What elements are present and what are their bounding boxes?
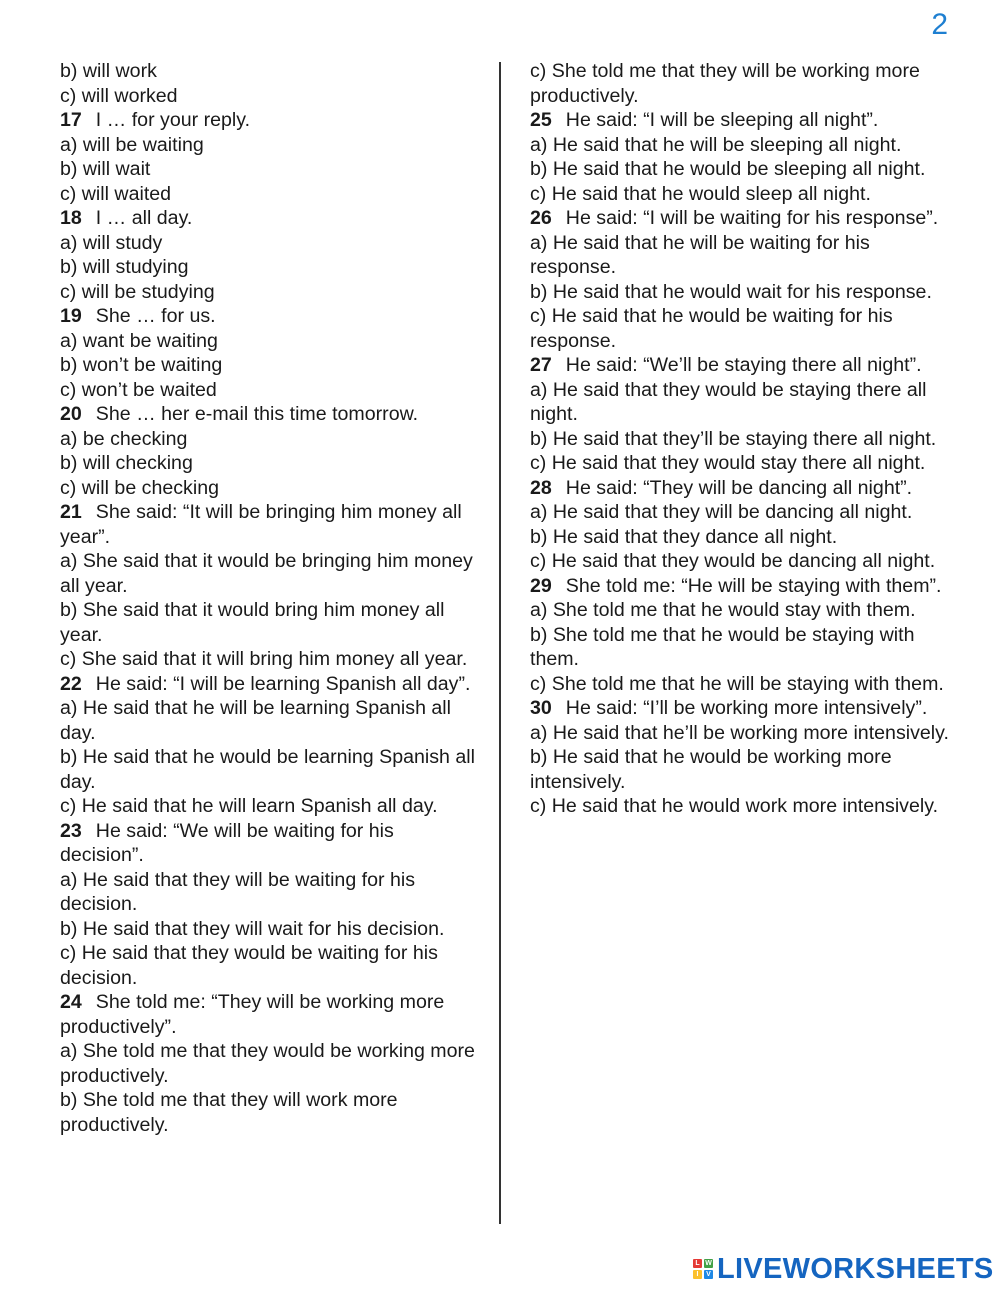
- question-text: He said: “I will be sleeping all night”.: [565, 109, 879, 131]
- question-text: He said: “We will be waiting for his decision”.: [60, 819, 394, 866]
- question-number: 19: [60, 305, 82, 327]
- logo-tile: I: [693, 1270, 702, 1279]
- answer-option: b) He said that they’ll be staying there all night.: [530, 427, 937, 450]
- answer-option: a) She told me that they would be working more productively.: [60, 1040, 475, 1087]
- question-prompt: [60, 500, 480, 549]
- question-text: He said: “They will be dancing all night”.: [565, 476, 913, 499]
- left-column: [60, 59, 480, 1137]
- answer-option: b) He said that they will wait for his decision.: [60, 917, 445, 940]
- question-prompt: [530, 206, 950, 231]
- answer-option: b) will checking: [60, 452, 193, 474]
- answer-option: c) He said that they would be waiting for his decision.: [60, 942, 438, 989]
- answer-option: a) He said that he’ll be working more intensively.: [530, 721, 949, 744]
- question-text: He said: “I’ll be working more intensively”.: [565, 697, 928, 719]
- answer-option: c) won’t be waited: [60, 378, 217, 401]
- answer-option: a) want be waiting: [60, 329, 218, 352]
- question-text: She … her e-mail this time tomorrow.: [95, 403, 419, 425]
- question-number: 24: [60, 991, 82, 1013]
- answer-option: b) He said that he would wait for his response.: [530, 280, 932, 303]
- question-prompt: [60, 108, 480, 133]
- answer-option: a) She said that it would be bringing him money all year.: [60, 550, 473, 597]
- question-prompt: [60, 304, 480, 329]
- question-prompt: [60, 206, 480, 231]
- question-text: I … all day.: [95, 207, 193, 229]
- answer-option: c) He said that they would stay there all night.: [530, 452, 926, 474]
- answer-option: c) She told me that he will be staying with them.: [530, 672, 944, 695]
- answer-option: c) He said that he would work more intensively.: [530, 795, 939, 817]
- question-number: 25: [530, 109, 552, 131]
- question-prompt: [530, 108, 950, 133]
- answer-option: c) will waited: [60, 182, 172, 205]
- answer-option: a) will be waiting: [60, 133, 204, 156]
- question-number: 23: [60, 819, 82, 842]
- answer-option: c) will be checking: [60, 476, 219, 499]
- answer-option: b) He said that he would be learning Spanish all day.: [60, 746, 475, 793]
- answer-option: b) He said that they dance all night.: [530, 525, 838, 548]
- answer-option: a) will study: [60, 231, 163, 254]
- question-number: 17: [60, 109, 82, 131]
- liveworksheets-logo[interactable]: [693, 1254, 994, 1284]
- question-number: 21: [60, 501, 82, 523]
- question-text: He said: “I will be learning Spanish all day”.: [95, 672, 471, 695]
- question-number: 26: [530, 207, 552, 229]
- answer-option: c) She told me that they will be working more productively.: [530, 60, 920, 107]
- answer-option: b) She told me that they will work more productively.: [60, 1089, 398, 1136]
- question-number: 22: [60, 672, 82, 695]
- answer-option: a) He said that he will be waiting for his response.: [530, 231, 870, 278]
- answer-option: a) He said that he will be learning Spanish all day.: [60, 697, 452, 744]
- question-prompt: [60, 990, 480, 1039]
- question-number: 30: [530, 697, 552, 719]
- right-column: [530, 59, 950, 819]
- answer-option: a) be checking: [60, 427, 188, 450]
- question-text: He said: “I will be waiting for his response”.: [565, 207, 939, 229]
- column-divider: [499, 62, 501, 1224]
- answer-option: b) will work: [60, 60, 157, 82]
- answer-option: a) He said that they will be waiting for his decision.: [60, 868, 416, 915]
- answer-option: b) He said that he would be sleeping all night.: [530, 158, 926, 180]
- question-number: 27: [530, 354, 552, 376]
- liveworksheets-logo-text: LIVEWORKSHEETS: [717, 1252, 994, 1285]
- answer-option: b) She told me that he would be staying with them.: [530, 623, 915, 670]
- question-prompt: [60, 672, 480, 697]
- question-number: 28: [530, 476, 552, 499]
- answer-option: b) won’t be waiting: [60, 354, 223, 376]
- logo-tile: L: [693, 1259, 702, 1268]
- question-text: She told me: “They will be working more productively”.: [60, 991, 445, 1038]
- question-prompt: [530, 353, 950, 378]
- liveworksheets-logo-icon: [693, 1259, 713, 1279]
- question-text: I … for your reply.: [95, 109, 251, 131]
- question-prompt: [530, 476, 950, 501]
- question-number: 18: [60, 207, 82, 229]
- page-number: 2: [931, 8, 948, 41]
- question-number: 20: [60, 403, 82, 425]
- answer-option: b) will wait: [60, 158, 151, 180]
- answer-option: a) He said that they would be staying there all night.: [530, 378, 927, 425]
- question-text: She said: “It will be bringing him money all year”.: [60, 501, 462, 548]
- question-prompt: [60, 819, 480, 868]
- question-prompt: [530, 574, 950, 599]
- answer-option: a) She told me that he would stay with them.: [530, 599, 916, 621]
- question-text: She told me: “He will be staying with them”.: [565, 574, 942, 597]
- question-number: 29: [530, 574, 552, 597]
- answer-option: b) He said that he would be working more intensively.: [530, 746, 892, 793]
- answer-option: a) He said that he will be sleeping all night.: [530, 133, 902, 156]
- logo-tile: W: [705, 1260, 712, 1267]
- answer-option: c) He said that he will learn Spanish all day.: [60, 795, 438, 817]
- answer-option: a) He said that they will be dancing all night.: [530, 501, 913, 523]
- logo-tile: V: [704, 1270, 713, 1279]
- question-prompt: [530, 696, 950, 721]
- question-text: He said: “We’ll be staying there all night”.: [565, 354, 922, 376]
- answer-option: c) He said that they would be dancing all night.: [530, 550, 936, 572]
- question-prompt: [60, 402, 480, 427]
- answer-option: b) will studying: [60, 256, 189, 278]
- answer-option: c) will worked: [60, 84, 178, 107]
- answer-option: c) He said that he would be waiting for his response.: [530, 305, 893, 352]
- answer-option: c) He said that he would sleep all night.: [530, 182, 871, 205]
- answer-option: b) She said that it would bring him money all year.: [60, 599, 445, 646]
- answer-option: c) will be studying: [60, 280, 215, 303]
- answer-option: c) She said that it will bring him money all year.: [60, 648, 468, 670]
- question-text: She … for us.: [95, 305, 216, 327]
